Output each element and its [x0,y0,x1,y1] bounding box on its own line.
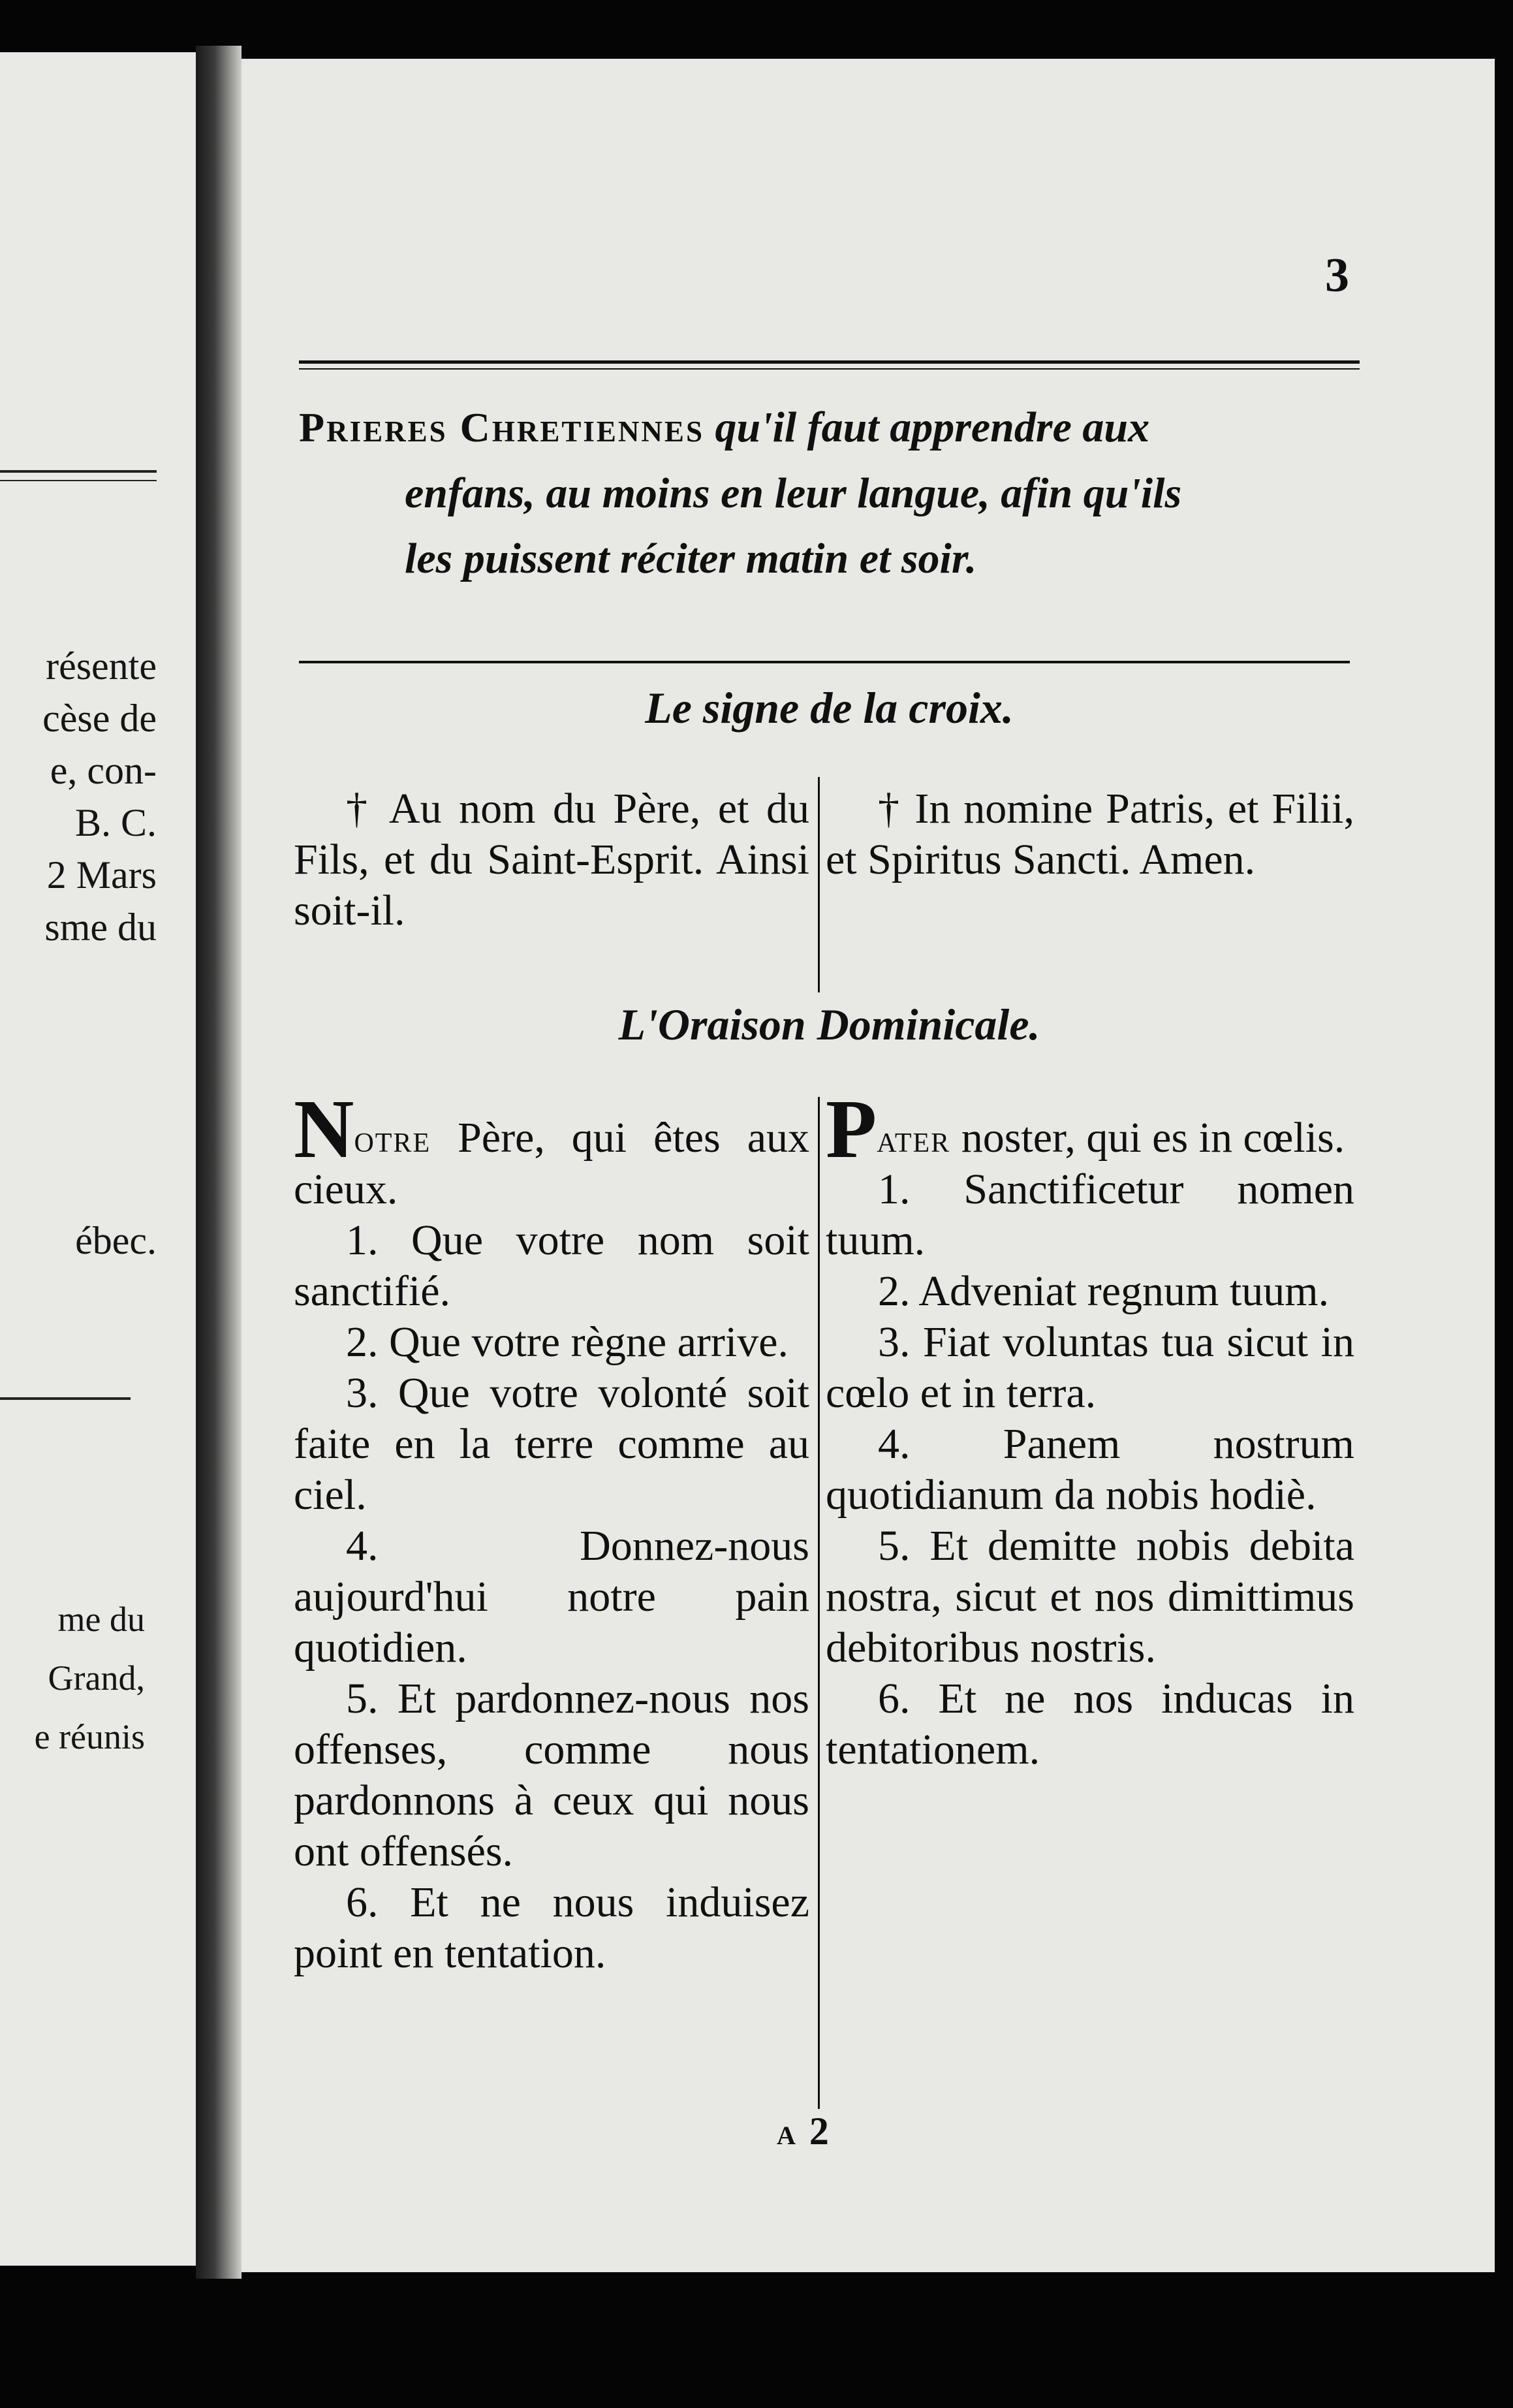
printer-signature-mark [777,2109,832,2154]
previous-page-fragment [0,52,196,2266]
book-gutter [196,46,242,2279]
verse-french: 1. Que votre nom soit sanctifié. [294,1216,809,1315]
page-number: 3 [1325,249,1349,302]
verse-french: 6. Et ne nous induisez point en tentation. [294,1878,809,1977]
left-footer-line: me du [57,1600,145,1639]
intro-text: Père, qui êtes aux cieux. [294,1114,809,1213]
drop-cap: P [826,1083,877,1175]
left-text-line: sme du [44,906,157,949]
verse-latin: 6. Et ne nos inducas in tentationem. [826,1675,1354,1773]
drop-cap-rest: ater [877,1117,951,1160]
top-rule [299,360,1360,364]
column-divider [818,777,820,992]
title-italic: qu'il faut apprendre aux [704,404,1150,451]
prayer-intro-latin [826,1083,1354,1175]
signature-number: 2 [809,2110,832,2153]
prayer-intro-french [294,1083,809,1215]
top-rule-thin [299,368,1360,370]
signature-letter: A [777,2121,797,2150]
verse-latin: 3. Fiat voluntas tua sicut in cœlo et in terra. [826,1318,1354,1417]
section-rule [299,661,1350,663]
left-rule-thin [0,480,157,481]
page [242,59,1495,2272]
left-text-line: résente [46,644,157,688]
title-line-2: enfans, au moins en leur langue, afin qu'ils [405,469,1182,517]
verse-french: 3. Que votre volonté soit faite en la terre comme au ciel. [294,1369,809,1519]
verse-french: 4. Donnez-nous aujourd'hui notre pain quotidien. [294,1522,809,1671]
title-line-1 [299,395,1360,461]
left-text-line: B. C. [74,801,157,844]
verse-latin: 5. Et demitte nobis debita nostra, sicut et nos dimittimus debitoribus nostris. [826,1522,1354,1671]
left-section-rule [0,1397,131,1400]
left-rule [0,470,157,473]
column-divider [818,1097,820,2109]
drop-cap-rest: otre [354,1117,431,1160]
verse-latin: 2. Adveniat regnum tuum. [878,1267,1330,1315]
sign-of-cross-french: † Au nom du Père, et du Fils, et du Saint-Esprit. Ainsi soit-il. [294,785,809,934]
sign-of-cross-latin: † In nomine Patris, et Filii, et Spiritus Sancti. Amen. [826,785,1354,883]
french-column [294,1083,809,1979]
latin-column [826,784,1354,885]
title-caps: Prieres Chretiennes [299,404,704,451]
intro-text: noster, qui es in cœlis. [950,1114,1345,1162]
drop-cap: N [294,1083,354,1175]
left-footer-line: e réunis [34,1717,145,1756]
title-line-3: les puissent réciter matin et soir. [405,535,977,582]
left-footer-line: Grand, [48,1658,145,1698]
section-heading-lords-prayer: L'Oraison Dominicale. [618,1000,1040,1049]
left-text-line: e, con- [50,749,157,792]
left-text-line: cèse de [42,697,157,740]
left-text-line: 2 Mars [46,853,157,896]
verse-french: 2. Que votre règne arrive. [346,1318,789,1366]
section-heading-sign-of-cross: Le signe de la croix. [645,683,1014,733]
left-text-line: ébec. [75,1219,157,1262]
latin-column [826,1083,1354,1775]
verse-french: 5. Et pardonnez-nous nos offenses, comme nous pardonnons à ceux qui nous ont offensés. [294,1675,809,1875]
page-title [299,395,1360,592]
french-column [294,784,809,936]
verse-latin: 4. Panem nostrum quotidianum da nobis hodiè. [826,1420,1354,1519]
verse-latin: 1. Sanctificetur nomen tuum. [826,1165,1354,1264]
